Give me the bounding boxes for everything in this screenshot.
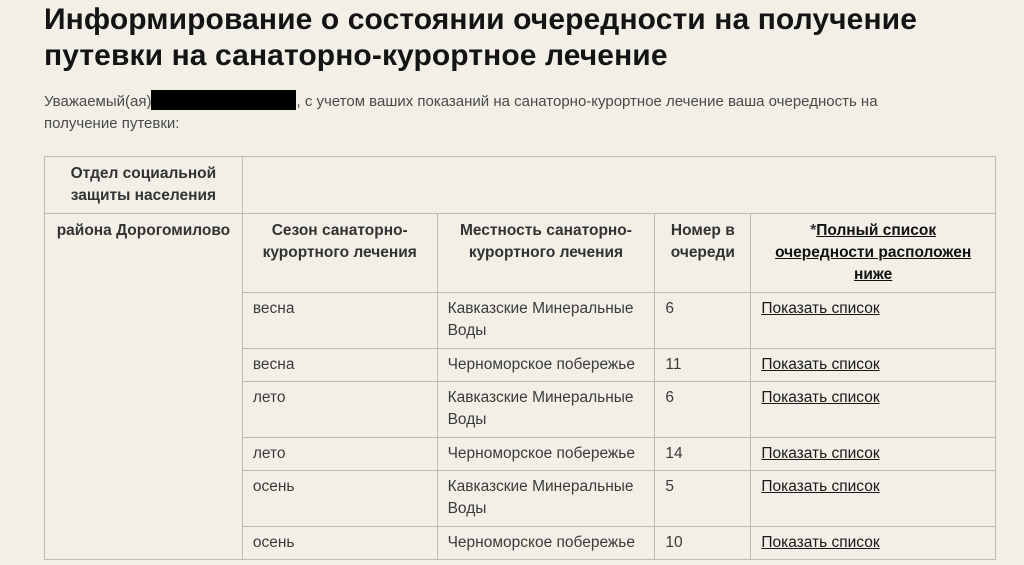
intro-prefix: Уважаемый(ая) — [44, 93, 152, 110]
list-cell — [751, 293, 996, 349]
queue-table — [44, 156, 996, 560]
list-cell — [751, 382, 996, 438]
list-cell — [751, 349, 996, 382]
number-cell: 14 — [655, 438, 751, 471]
col-list-header — [751, 214, 996, 293]
season-cell: весна — [242, 349, 437, 382]
dept-header-empty — [242, 157, 995, 214]
location-cell: Черноморское побережье — [437, 349, 655, 382]
col-list-star: * — [810, 222, 817, 239]
season-cell: лето — [242, 382, 437, 438]
number-cell: 11 — [655, 349, 751, 382]
number-cell: 5 — [655, 471, 751, 527]
season-cell: осень — [242, 471, 437, 527]
location-cell: Кавказские Минеральные Воды — [437, 293, 655, 349]
list-cell — [751, 438, 996, 471]
col-number-header: Номер в очереди — [655, 214, 751, 293]
dept-value: района Дорогомилово — [45, 214, 243, 560]
dept-header-row — [45, 157, 996, 214]
season-cell: лето — [242, 438, 437, 471]
page-title: Информирование о состоянии очередности на получение путевки на санаторно-курортное лечение — [44, 3, 917, 72]
redacted-name — [151, 90, 296, 110]
list-cell — [751, 527, 996, 560]
full-list-link[interactable]: Полный список очередности расположен ниже — [775, 222, 972, 283]
number-cell: 6 — [655, 382, 751, 438]
intro-suffix: , с учетом ваших показаний на санаторно-курортное лечение ваша очередность на получение путевки: — [44, 93, 878, 132]
location-cell: Кавказские Минеральные Воды — [437, 382, 655, 438]
col-season-header: Сезон санаторно-курортного лечения — [242, 214, 437, 293]
number-cell: 10 — [655, 527, 751, 560]
number-cell: 6 — [655, 293, 751, 349]
col-location-header: Местность санаторно-курортного лечения — [437, 214, 655, 293]
location-cell: Кавказские Минеральные Воды — [437, 471, 655, 527]
show-list-link[interactable]: Показать список — [761, 478, 880, 495]
column-header-row — [45, 214, 996, 293]
season-cell: весна — [242, 293, 437, 349]
location-cell: Черноморское побережье — [437, 438, 655, 471]
show-list-link[interactable]: Показать список — [761, 534, 880, 551]
intro-text — [44, 90, 944, 135]
show-list-link[interactable]: Показать список — [761, 300, 880, 317]
show-list-link[interactable]: Показать список — [761, 389, 880, 406]
season-cell: осень — [242, 527, 437, 560]
dept-header: Отдел социальной защиты населения — [45, 157, 243, 214]
list-cell — [751, 471, 996, 527]
location-cell: Черноморское побережье — [437, 527, 655, 560]
show-list-link[interactable]: Показать список — [761, 356, 880, 373]
show-list-link[interactable]: Показать список — [761, 445, 880, 462]
